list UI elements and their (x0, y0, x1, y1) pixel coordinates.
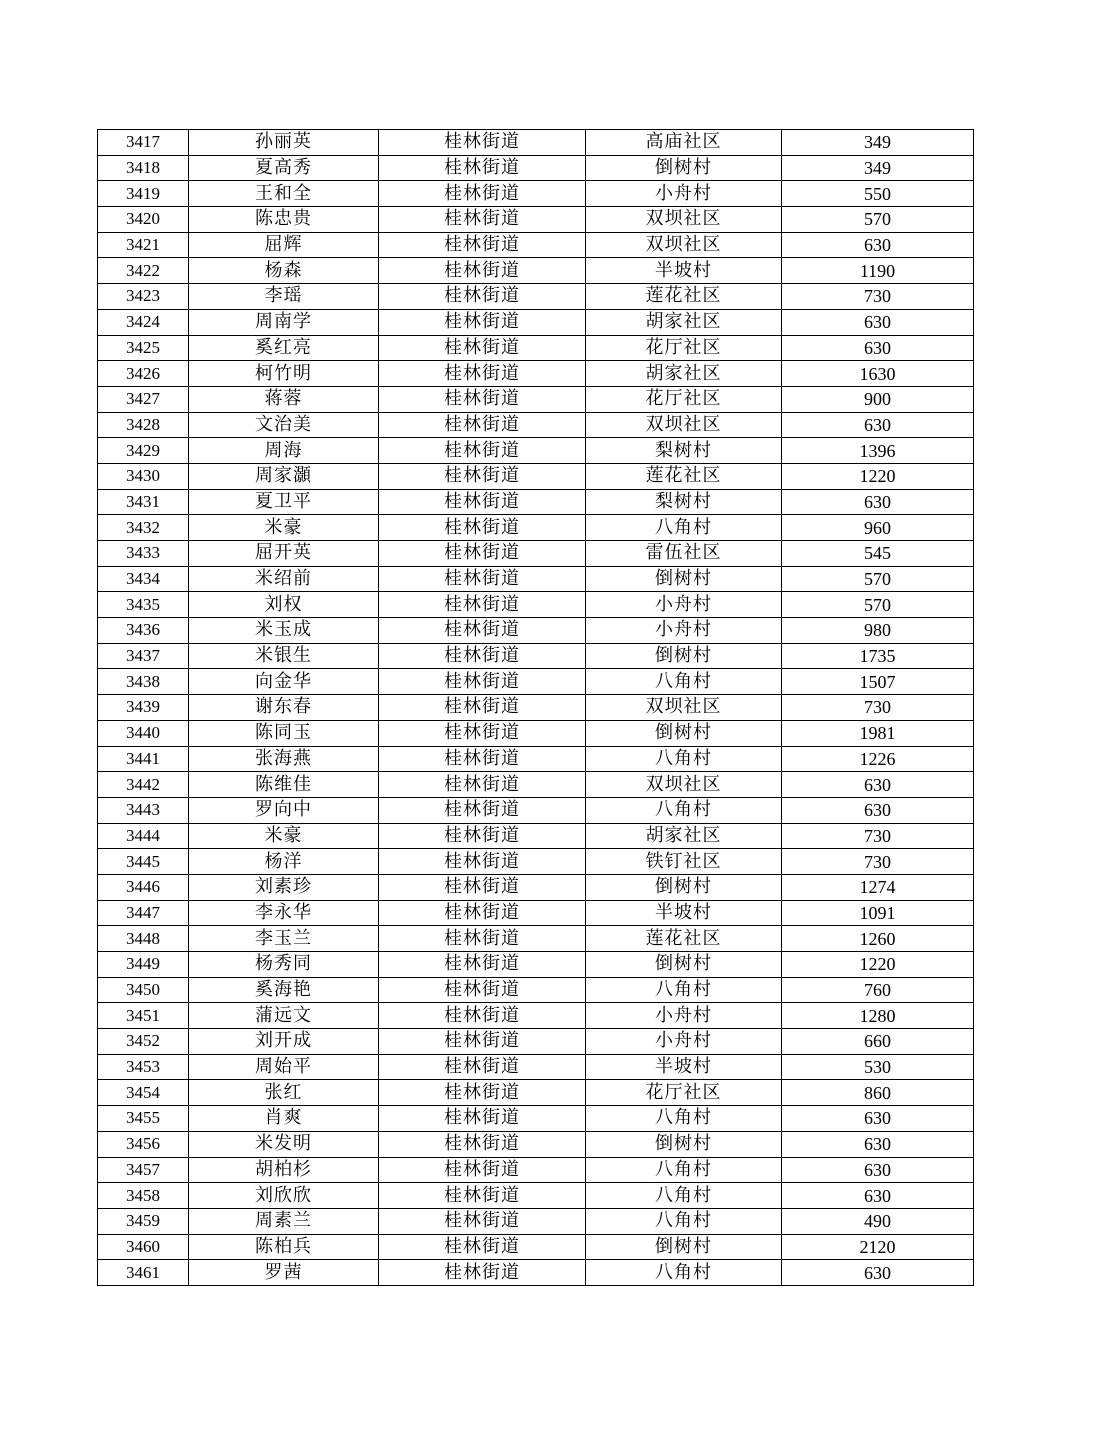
village-name: 双坝社区 (586, 412, 782, 438)
person-name: 奚红亮 (189, 335, 379, 361)
person-name: 屈辉 (189, 232, 379, 258)
table-row (98, 489, 974, 515)
table-row (98, 874, 974, 900)
table-row (98, 1003, 974, 1029)
row-number: 3454 (98, 1080, 189, 1106)
village-name: 倒树村 (586, 952, 782, 978)
street-name: 桂林街道 (379, 1029, 586, 1055)
roster-table (97, 129, 974, 1286)
street-name: 桂林街道 (379, 695, 586, 721)
person-name: 刘开成 (189, 1029, 379, 1055)
table-row (98, 541, 974, 567)
person-name: 米发明 (189, 1131, 379, 1157)
row-number: 3451 (98, 1003, 189, 1029)
village-name: 双坝社区 (586, 207, 782, 233)
amount-value: 900 (782, 386, 974, 412)
table-row (98, 438, 974, 464)
row-number: 3440 (98, 720, 189, 746)
village-name: 倒树村 (586, 1131, 782, 1157)
village-name: 双坝社区 (586, 232, 782, 258)
amount-value: 730 (782, 849, 974, 875)
person-name: 李玉兰 (189, 926, 379, 952)
village-name: 八角村 (586, 1106, 782, 1132)
table-row (98, 669, 974, 695)
person-name: 陈同玉 (189, 720, 379, 746)
village-name: 半坡村 (586, 258, 782, 284)
amount-value: 630 (782, 412, 974, 438)
amount-value: 960 (782, 515, 974, 541)
amount-value: 760 (782, 977, 974, 1003)
table-row (98, 386, 974, 412)
village-name: 雷伍社区 (586, 541, 782, 567)
village-name: 花厅社区 (586, 335, 782, 361)
amount-value: 630 (782, 1260, 974, 1286)
amount-value: 630 (782, 1157, 974, 1183)
street-name: 桂林街道 (379, 797, 586, 823)
street-name: 桂林街道 (379, 926, 586, 952)
village-name: 莲花社区 (586, 926, 782, 952)
street-name: 桂林街道 (379, 386, 586, 412)
street-name: 桂林街道 (379, 130, 586, 156)
street-name: 桂林街道 (379, 412, 586, 438)
village-name: 倒树村 (586, 643, 782, 669)
person-name: 李瑶 (189, 284, 379, 310)
street-name: 桂林街道 (379, 438, 586, 464)
row-number: 3437 (98, 643, 189, 669)
person-name: 米豪 (189, 823, 379, 849)
amount-value: 730 (782, 284, 974, 310)
table-row (98, 926, 974, 952)
table-row (98, 746, 974, 772)
village-name: 八角村 (586, 669, 782, 695)
street-name: 桂林街道 (379, 592, 586, 618)
row-number: 3420 (98, 207, 189, 233)
amount-value: 570 (782, 207, 974, 233)
street-name: 桂林街道 (379, 849, 586, 875)
table-row (98, 977, 974, 1003)
amount-value: 570 (782, 592, 974, 618)
village-name: 八角村 (586, 1208, 782, 1234)
street-name: 桂林街道 (379, 952, 586, 978)
amount-value: 1220 (782, 952, 974, 978)
street-name: 桂林街道 (379, 874, 586, 900)
street-name: 桂林街道 (379, 361, 586, 387)
amount-value: 630 (782, 335, 974, 361)
village-name: 倒树村 (586, 1234, 782, 1260)
street-name: 桂林街道 (379, 1208, 586, 1234)
person-name: 谢东春 (189, 695, 379, 721)
amount-value: 490 (782, 1208, 974, 1234)
amount-value: 1274 (782, 874, 974, 900)
table-row (98, 952, 974, 978)
table-row (98, 592, 974, 618)
row-number: 3417 (98, 130, 189, 156)
row-number: 3445 (98, 849, 189, 875)
street-name: 桂林街道 (379, 258, 586, 284)
row-number: 3426 (98, 361, 189, 387)
street-name: 桂林街道 (379, 772, 586, 798)
street-name: 桂林街道 (379, 181, 586, 207)
row-number: 3425 (98, 335, 189, 361)
street-name: 桂林街道 (379, 541, 586, 567)
table-row (98, 797, 974, 823)
street-name: 桂林街道 (379, 1183, 586, 1209)
person-name: 向金华 (189, 669, 379, 695)
street-name: 桂林街道 (379, 1157, 586, 1183)
row-number: 3456 (98, 1131, 189, 1157)
amount-value: 1260 (782, 926, 974, 952)
table-row (98, 900, 974, 926)
row-number: 3427 (98, 386, 189, 412)
village-name: 小舟村 (586, 181, 782, 207)
row-number: 3452 (98, 1029, 189, 1055)
village-name: 八角村 (586, 1183, 782, 1209)
village-name: 倒树村 (586, 874, 782, 900)
village-name: 莲花社区 (586, 284, 782, 310)
street-name: 桂林街道 (379, 669, 586, 695)
person-name: 刘欣欣 (189, 1183, 379, 1209)
row-number: 3455 (98, 1106, 189, 1132)
table-row (98, 772, 974, 798)
person-name: 周海 (189, 438, 379, 464)
amount-value: 980 (782, 618, 974, 644)
person-name: 孙丽英 (189, 130, 379, 156)
street-name: 桂林街道 (379, 207, 586, 233)
street-name: 桂林街道 (379, 515, 586, 541)
street-name: 桂林街道 (379, 232, 586, 258)
street-name: 桂林街道 (379, 618, 586, 644)
village-name: 倒树村 (586, 566, 782, 592)
row-number: 3453 (98, 1054, 189, 1080)
street-name: 桂林街道 (379, 823, 586, 849)
row-number: 3444 (98, 823, 189, 849)
amount-value: 730 (782, 695, 974, 721)
table-row (98, 1157, 974, 1183)
table-row (98, 823, 974, 849)
person-name: 柯竹明 (189, 361, 379, 387)
row-number: 3460 (98, 1234, 189, 1260)
row-number: 3443 (98, 797, 189, 823)
table-row (98, 1054, 974, 1080)
street-name: 桂林街道 (379, 1131, 586, 1157)
person-name: 米豪 (189, 515, 379, 541)
table-row (98, 1234, 974, 1260)
person-name: 陈维佳 (189, 772, 379, 798)
amount-value: 1091 (782, 900, 974, 926)
row-number: 3422 (98, 258, 189, 284)
person-name: 李永华 (189, 900, 379, 926)
amount-value: 1226 (782, 746, 974, 772)
table-row (98, 463, 974, 489)
amount-value: 630 (782, 232, 974, 258)
village-name: 胡家社区 (586, 823, 782, 849)
person-name: 蒲远文 (189, 1003, 379, 1029)
person-name: 罗茜 (189, 1260, 379, 1286)
amount-value: 630 (782, 489, 974, 515)
amount-value: 660 (782, 1029, 974, 1055)
village-name: 半坡村 (586, 1054, 782, 1080)
street-name: 桂林街道 (379, 566, 586, 592)
street-name: 桂林街道 (379, 1054, 586, 1080)
person-name: 刘素珍 (189, 874, 379, 900)
street-name: 桂林街道 (379, 1234, 586, 1260)
row-number: 3432 (98, 515, 189, 541)
village-name: 八角村 (586, 797, 782, 823)
village-name: 小舟村 (586, 1003, 782, 1029)
table-row (98, 566, 974, 592)
amount-value: 349 (782, 130, 974, 156)
table-row (98, 130, 974, 156)
person-name: 杨秀同 (189, 952, 379, 978)
village-name: 梨树村 (586, 438, 782, 464)
amount-value: 2120 (782, 1234, 974, 1260)
village-name: 梨树村 (586, 489, 782, 515)
table-row (98, 335, 974, 361)
amount-value: 545 (782, 541, 974, 567)
amount-value: 1735 (782, 643, 974, 669)
street-name: 桂林街道 (379, 900, 586, 926)
table-row (98, 232, 974, 258)
row-number: 3434 (98, 566, 189, 592)
amount-value: 630 (782, 1131, 974, 1157)
amount-value: 1190 (782, 258, 974, 284)
village-name: 花厅社区 (586, 386, 782, 412)
amount-value: 1280 (782, 1003, 974, 1029)
person-name: 米玉成 (189, 618, 379, 644)
person-name: 刘权 (189, 592, 379, 618)
table-row (98, 1106, 974, 1132)
table-row (98, 207, 974, 233)
person-name: 杨洋 (189, 849, 379, 875)
village-name: 高庙社区 (586, 130, 782, 156)
street-name: 桂林街道 (379, 746, 586, 772)
table-row (98, 849, 974, 875)
street-name: 桂林街道 (379, 1080, 586, 1106)
village-name: 双坝社区 (586, 695, 782, 721)
village-name: 铁钉社区 (586, 849, 782, 875)
street-name: 桂林街道 (379, 1260, 586, 1286)
amount-value: 1220 (782, 463, 974, 489)
village-name: 胡家社区 (586, 309, 782, 335)
person-name: 周南学 (189, 309, 379, 335)
village-name: 小舟村 (586, 618, 782, 644)
person-name: 夏高秀 (189, 155, 379, 181)
row-number: 3448 (98, 926, 189, 952)
table-row (98, 258, 974, 284)
table-row (98, 1183, 974, 1209)
person-name: 罗向中 (189, 797, 379, 823)
amount-value: 1396 (782, 438, 974, 464)
table-row (98, 643, 974, 669)
street-name: 桂林街道 (379, 463, 586, 489)
table-row (98, 181, 974, 207)
village-name: 花厅社区 (586, 1080, 782, 1106)
amount-value: 860 (782, 1080, 974, 1106)
person-name: 张海燕 (189, 746, 379, 772)
amount-value: 1981 (782, 720, 974, 746)
person-name: 米银生 (189, 643, 379, 669)
row-number: 3457 (98, 1157, 189, 1183)
row-number: 3441 (98, 746, 189, 772)
amount-value: 1630 (782, 361, 974, 387)
person-name: 屈开英 (189, 541, 379, 567)
person-name: 夏卫平 (189, 489, 379, 515)
person-name: 周始平 (189, 1054, 379, 1080)
table-row (98, 618, 974, 644)
amount-value: 630 (782, 797, 974, 823)
street-name: 桂林街道 (379, 1106, 586, 1132)
table-row (98, 412, 974, 438)
village-name: 莲花社区 (586, 463, 782, 489)
person-name: 陈忠贵 (189, 207, 379, 233)
amount-value: 630 (782, 1106, 974, 1132)
person-name: 肖爽 (189, 1106, 379, 1132)
row-number: 3428 (98, 412, 189, 438)
row-number: 3438 (98, 669, 189, 695)
row-number: 3419 (98, 181, 189, 207)
row-number: 3458 (98, 1183, 189, 1209)
table-row (98, 1131, 974, 1157)
village-name: 倒树村 (586, 720, 782, 746)
street-name: 桂林街道 (379, 335, 586, 361)
street-name: 桂林街道 (379, 284, 586, 310)
street-name: 桂林街道 (379, 977, 586, 1003)
row-number: 3418 (98, 155, 189, 181)
village-name: 双坝社区 (586, 772, 782, 798)
table-row (98, 515, 974, 541)
row-number: 3435 (98, 592, 189, 618)
row-number: 3446 (98, 874, 189, 900)
amount-value: 530 (782, 1054, 974, 1080)
table-row (98, 695, 974, 721)
village-name: 小舟村 (586, 1029, 782, 1055)
row-number: 3430 (98, 463, 189, 489)
table-row (98, 361, 974, 387)
street-name: 桂林街道 (379, 720, 586, 746)
village-name: 胡家社区 (586, 361, 782, 387)
amount-value: 630 (782, 309, 974, 335)
person-name: 胡柏杉 (189, 1157, 379, 1183)
row-number: 3424 (98, 309, 189, 335)
amount-value: 550 (782, 181, 974, 207)
person-name: 陈柏兵 (189, 1234, 379, 1260)
table-row (98, 309, 974, 335)
village-name: 八角村 (586, 1260, 782, 1286)
roster-table-body (98, 130, 974, 1286)
village-name: 八角村 (586, 515, 782, 541)
village-name: 倒树村 (586, 155, 782, 181)
table-row (98, 155, 974, 181)
village-name: 八角村 (586, 977, 782, 1003)
table-row (98, 1029, 974, 1055)
amount-value: 630 (782, 1183, 974, 1209)
person-name: 米绍前 (189, 566, 379, 592)
row-number: 3431 (98, 489, 189, 515)
village-name: 半坡村 (586, 900, 782, 926)
row-number: 3423 (98, 284, 189, 310)
person-name: 奚海艳 (189, 977, 379, 1003)
street-name: 桂林街道 (379, 155, 586, 181)
person-name: 周素兰 (189, 1208, 379, 1234)
row-number: 3433 (98, 541, 189, 567)
village-name: 八角村 (586, 1157, 782, 1183)
row-number: 3421 (98, 232, 189, 258)
street-name: 桂林街道 (379, 489, 586, 515)
village-name: 八角村 (586, 746, 782, 772)
amount-value: 570 (782, 566, 974, 592)
amount-value: 1507 (782, 669, 974, 695)
row-number: 3461 (98, 1260, 189, 1286)
person-name: 王和全 (189, 181, 379, 207)
row-number: 3449 (98, 952, 189, 978)
table-row (98, 1208, 974, 1234)
row-number: 3442 (98, 772, 189, 798)
table-row (98, 720, 974, 746)
amount-value: 349 (782, 155, 974, 181)
row-number: 3447 (98, 900, 189, 926)
row-number: 3429 (98, 438, 189, 464)
table-row (98, 284, 974, 310)
row-number: 3450 (98, 977, 189, 1003)
amount-value: 630 (782, 772, 974, 798)
row-number: 3459 (98, 1208, 189, 1234)
person-name: 蒋蓉 (189, 386, 379, 412)
person-name: 张红 (189, 1080, 379, 1106)
person-name: 文治美 (189, 412, 379, 438)
amount-value: 730 (782, 823, 974, 849)
person-name: 杨森 (189, 258, 379, 284)
village-name: 小舟村 (586, 592, 782, 618)
street-name: 桂林街道 (379, 309, 586, 335)
row-number: 3436 (98, 618, 189, 644)
person-name: 周家灝 (189, 463, 379, 489)
row-number: 3439 (98, 695, 189, 721)
street-name: 桂林街道 (379, 1003, 586, 1029)
street-name: 桂林街道 (379, 643, 586, 669)
table-row (98, 1080, 974, 1106)
table-row (98, 1260, 974, 1286)
